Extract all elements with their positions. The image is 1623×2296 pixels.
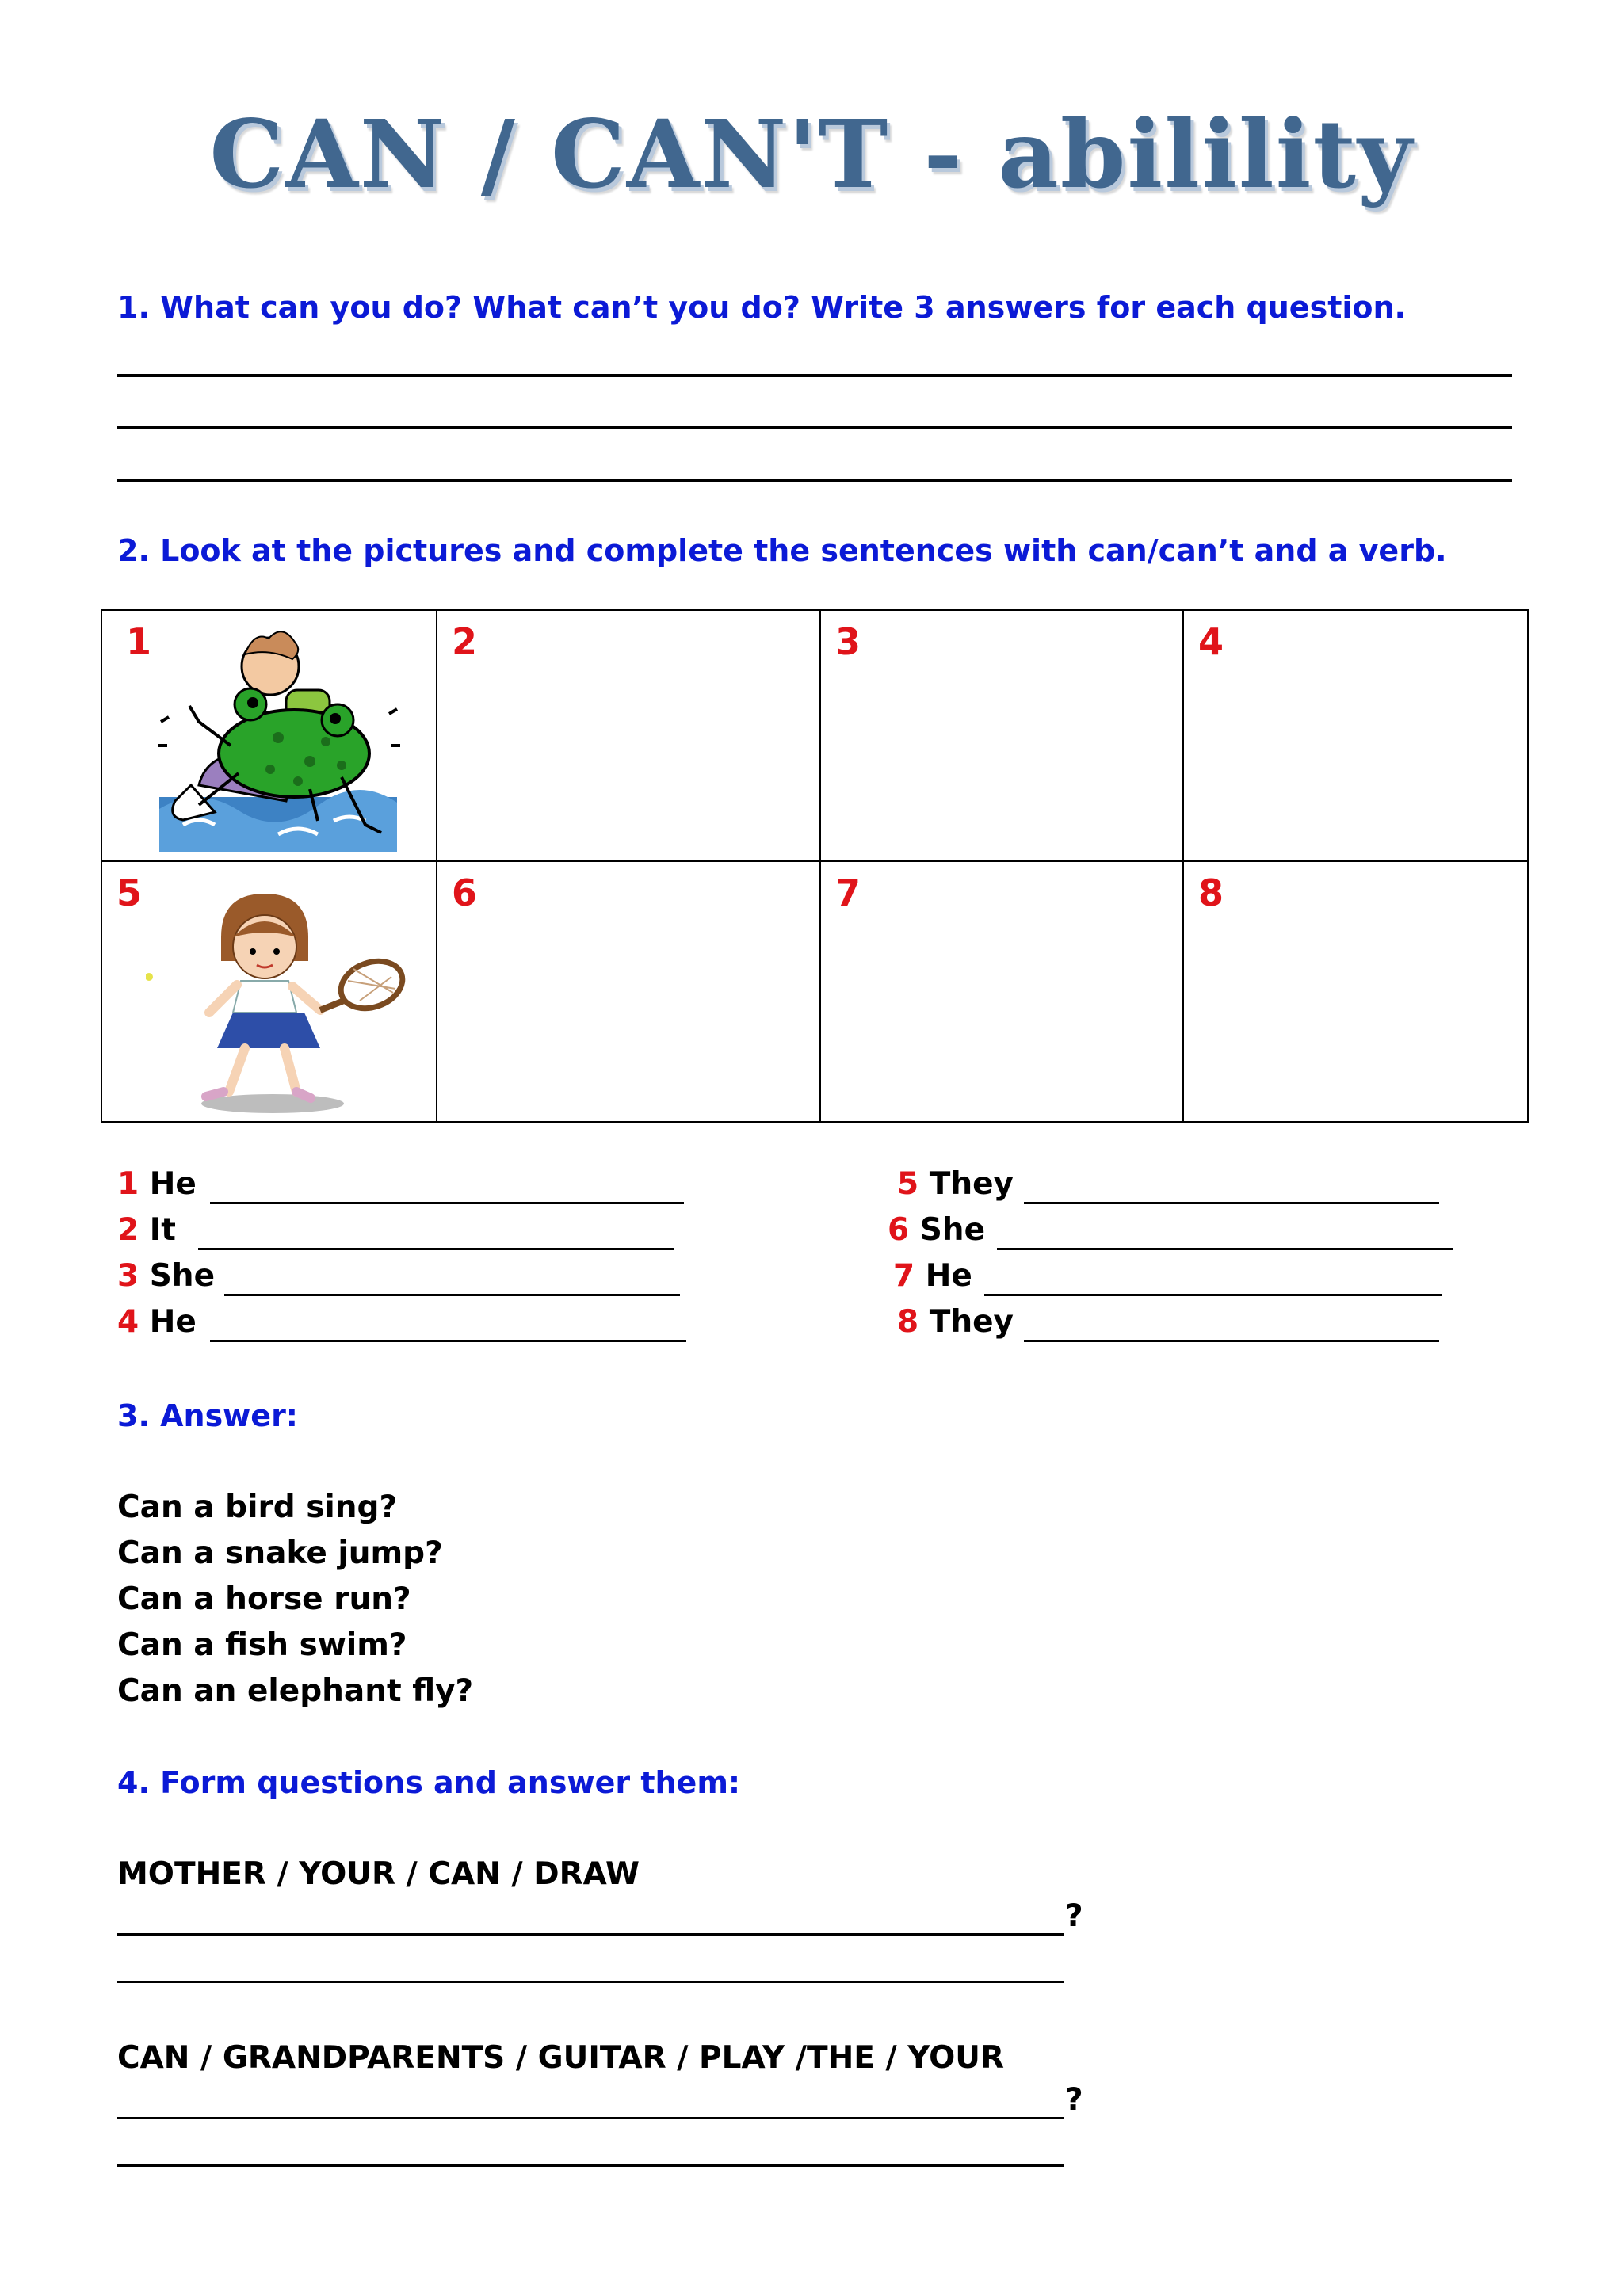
sentence-6: 6 She xyxy=(888,1212,986,1248)
picture-cell-4 xyxy=(1184,611,1527,862)
picture-cell-6 xyxy=(437,862,821,1121)
section-2-heading: 2. Look at the pictures and complete the sentences with can/can’t and a verb. xyxy=(117,533,1447,568)
picture-cell-5 xyxy=(102,862,437,1121)
question-mark: ? xyxy=(1065,2082,1083,2118)
sentence-1-blank[interactable] xyxy=(210,1202,684,1204)
picture-grid xyxy=(101,609,1529,1123)
cell-number: 3 xyxy=(835,620,861,663)
sentence-4: 4 He xyxy=(117,1304,197,1340)
question-5: Can an elephant fly? xyxy=(117,1673,474,1709)
boy-and-frog-picture xyxy=(151,627,405,856)
question-1: Can a bird sing? xyxy=(117,1489,398,1525)
answer-line-3[interactable] xyxy=(117,479,1512,482)
cell-number: 8 xyxy=(1198,871,1224,914)
section-4-heading: 4. Form questions and answer them: xyxy=(117,1765,741,1800)
picture-cell-7 xyxy=(821,862,1184,1121)
section-3-heading: 3. Answer: xyxy=(117,1398,298,1433)
answer-line-1[interactable] xyxy=(117,374,1512,377)
sentence-7: 7 He xyxy=(893,1258,972,1294)
section-1-heading: 1. What can you do? What can’t you do? Write 3 answers for each question. xyxy=(117,290,1406,325)
cell-number: 4 xyxy=(1198,620,1224,663)
question-2-line[interactable] xyxy=(117,2117,1064,2119)
sentence-3-blank[interactable] xyxy=(224,1294,680,1296)
prompt-1: MOTHER / YOUR / CAN / DRAW xyxy=(117,1856,640,1892)
sentence-8-blank[interactable] xyxy=(1024,1340,1439,1342)
sentence-1: 1 He xyxy=(117,1166,197,1202)
question-4: Can a fish swim? xyxy=(117,1627,407,1663)
sentence-2: 2 It xyxy=(117,1212,176,1248)
picture-cell-8 xyxy=(1184,862,1527,1121)
girl-tennis-picture xyxy=(146,890,407,1119)
cell-number: 2 xyxy=(452,620,478,663)
answer-2-line[interactable] xyxy=(117,2164,1064,2167)
picture-cell-1 xyxy=(102,611,437,862)
sentence-4-blank[interactable] xyxy=(210,1340,686,1342)
picture-cell-2 xyxy=(437,611,821,862)
answer-1-line[interactable] xyxy=(117,1981,1064,1983)
sentence-6-blank[interactable] xyxy=(997,1248,1453,1250)
picture-cell-3 xyxy=(821,611,1184,862)
cell-number: 1 xyxy=(126,620,152,663)
sentence-5-blank[interactable] xyxy=(1024,1202,1439,1204)
sentence-3: 3 She xyxy=(117,1258,216,1294)
sentence-2-blank[interactable] xyxy=(198,1248,674,1250)
question-mark: ? xyxy=(1065,1898,1083,1934)
cell-number: 7 xyxy=(835,871,861,914)
question-3: Can a horse run? xyxy=(117,1581,411,1617)
answer-line-2[interactable] xyxy=(117,426,1512,429)
cell-number: 6 xyxy=(452,871,478,914)
page-title: CAN / CAN'T - abilility xyxy=(209,99,1414,209)
sentence-5: 5 They xyxy=(897,1166,1014,1202)
question-2: Can a snake jump? xyxy=(117,1535,443,1571)
sentence-7-blank[interactable] xyxy=(984,1294,1442,1296)
cell-number: 5 xyxy=(116,871,143,914)
prompt-2: CAN / GRANDPARENTS / GUITAR / PLAY /THE / YOUR xyxy=(117,2040,1004,2076)
sentence-8: 8 They xyxy=(897,1304,1014,1340)
question-1-line[interactable] xyxy=(117,1933,1064,1936)
